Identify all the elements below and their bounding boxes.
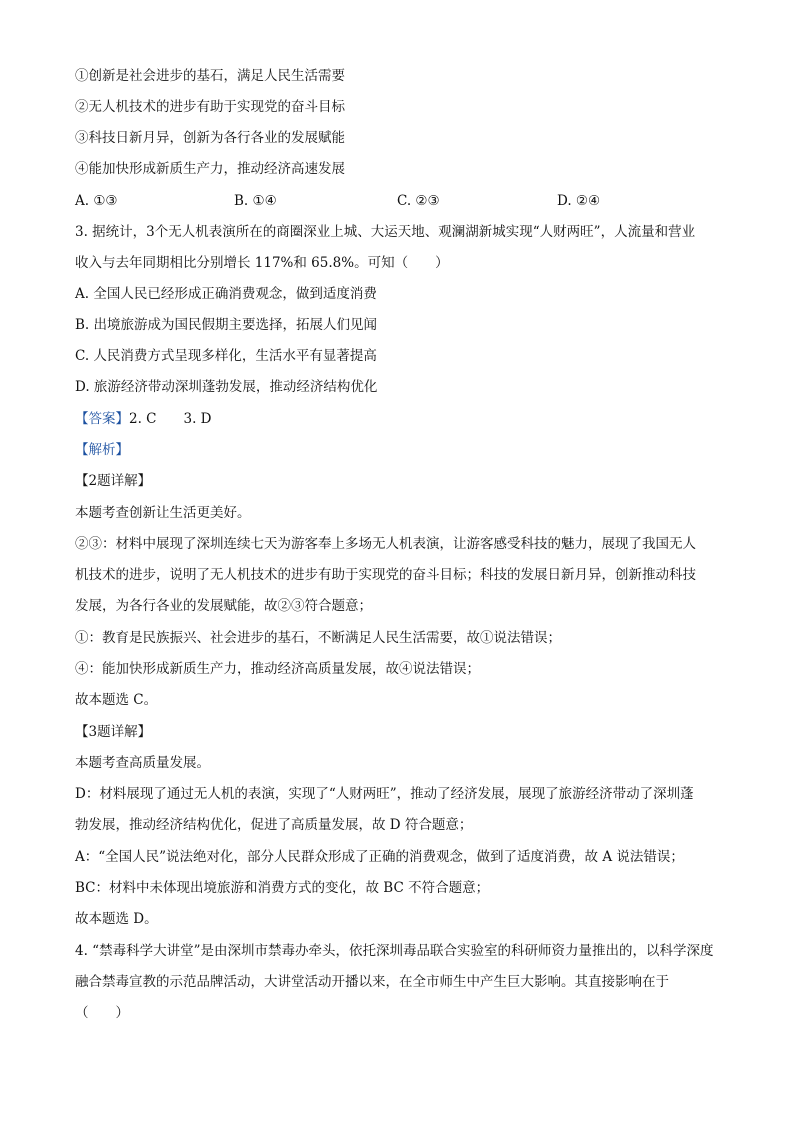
q2-option-c: C. ②③ [397, 193, 440, 209]
detail3-line-5: BC：材料中未体现出境旅游和消费方式的变化，故 BC 不符合题意； [75, 880, 490, 896]
q2-statement-1: ①创新是社会进步的基石，满足人民生活需要 [75, 68, 345, 84]
q2-option-d: D. ②④ [557, 193, 601, 209]
q3-stem-line-1: 3. 据统计，3个无人机表演所在的商圈深业上城、大运天地、观澜湖新城实现“人财两旺”，人流量和营业 [75, 224, 696, 240]
answer-label: 【答案】 [75, 411, 129, 427]
detail2-line-5: ①：教育是民族振兴、社会进步的基石，不断满足人民生活需要，故①说法错误； [75, 630, 561, 646]
detail3-line-2: D：材料展现了通过无人机的表演，实现了“人财两旺”，推动了经济发展，展现了旅游经济带动了深圳蓬 [75, 786, 694, 802]
q2-statement-4: ④能加快形成新质生产力，推动经济高速发展 [75, 161, 345, 177]
detail2-heading: 【2题详解】 [75, 473, 152, 489]
answer-text: 2. C 3. D [129, 411, 212, 427]
detail3-line-1: 本题考查高质量发展。 [75, 755, 210, 771]
q3-option-d: D. 旅游经济带动深圳蓬勃发展，推动经济结构优化 [75, 379, 378, 395]
q2-statement-3: ③科技日新月异，创新为各行各业的发展赋能 [75, 130, 345, 146]
detail3-line-6: 故本题选 D。 [75, 911, 158, 927]
detail3-line-4: A：“全国人民”说法绝对化，部分人民群众形成了正确的消费观念，做到了适度消费，故 A 说法错误； [75, 849, 684, 865]
q3-stem-line-2: 收入与去年同期相比分别增长 117%和 65.8%。可知（ ） [75, 255, 449, 271]
detail2-line-6: ④：能加快形成新质生产力，推动经济高质量发展，故④说法错误； [75, 661, 480, 677]
detail3-heading: 【3题详解】 [75, 724, 152, 740]
detail2-line-2: ②③：材料中展现了深圳连续七天为游客奉上多场无人机表演，让游客感受科技的魅力，展现了我国无人 [75, 536, 696, 552]
q4-stem-line-3: （ ） [75, 1005, 129, 1021]
q2-option-b: B. ①④ [234, 193, 277, 209]
q4-stem-line-2: 融合禁毒宣教的示范品牌活动，大讲堂活动开播以来，在全市师生中产生巨大影响。其直接影响在于 [75, 974, 669, 990]
detail3-line-3: 勃发展，推动经济结构优化，促进了高质量发展，故 D 符合题意； [75, 817, 473, 833]
q2-statement-2: ②无人机技术的进步有助于实现党的奋斗目标 [75, 99, 345, 115]
analysis-label: 【解析】 [75, 442, 129, 458]
q3-option-c: C. 人民消费方式呈现多样化，生活水平有显著提高 [75, 348, 377, 364]
q2-option-a: A. ①③ [75, 193, 118, 209]
detail2-line-4: 发展，为各行各业的发展赋能，故②③符合题意； [75, 598, 372, 614]
answer-line [75, 409, 212, 429]
q3-option-b: B. 出境旅游成为国民假期主要选择，拓展人们见闻 [75, 317, 378, 333]
q4-stem-line-1: 4. “禁毒科学大讲堂”是由深圳市禁毒办牵头，依托深圳毒品联合实验室的科研师资力量推出的，以科学深度 [75, 943, 714, 959]
detail2-line-1: 本题考查创新让生活更美好。 [75, 505, 251, 521]
detail2-line-3: 机技术的进步，说明了无人机技术的进步有助于实现党的奋斗目标；科技的发展日新月异，创新推动科技 [75, 567, 696, 583]
q3-option-a: A. 全国人民已经形成正确消费观念，做到适度消费 [75, 286, 377, 302]
detail2-line-7: 故本题选 C。 [75, 692, 158, 708]
